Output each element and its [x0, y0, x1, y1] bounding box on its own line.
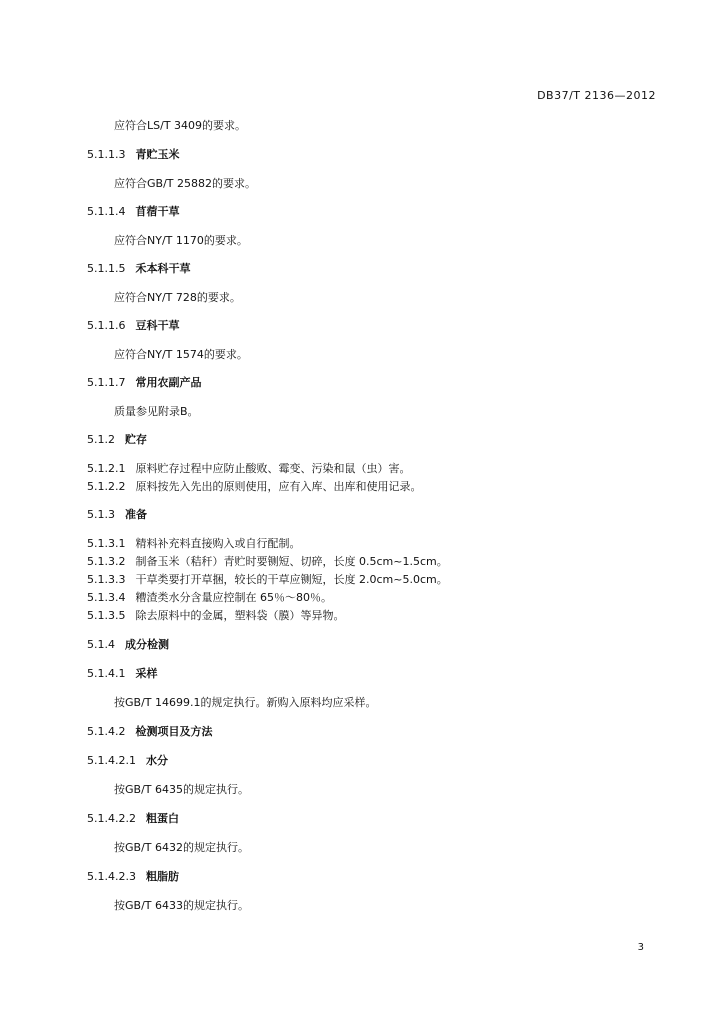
section-heading: 5.1.2 贮存 [87, 433, 147, 446]
paragraph: 应符合LS/T 3409的要求。 [114, 119, 247, 132]
section-heading: 5.1.3 准备 [87, 508, 147, 521]
paragraph: 应符合GB/T 25882的要求。 [114, 177, 256, 190]
list-item: 5.1.3.2 制备玉米（秸秆）青贮时要铡短、切碎，长度 0.5cm~1.5cm。 [87, 555, 448, 568]
paragraph: 应符合NY/T 728的要求。 [114, 291, 241, 304]
section-heading: 5.1.4.2 检测项目及方法 [87, 725, 213, 738]
list-item: 5.1.3.4 糟渣类水分含量应控制在 65％～80％。 [87, 591, 332, 604]
section-heading: 5.1.4.2.2 粗蛋白 [87, 812, 179, 825]
page-number: 3 [637, 942, 644, 953]
list-item: 5.1.3.5 除去原料中的金属，塑料袋（膜）等异物。 [87, 609, 345, 622]
paragraph: 按GB/T 14699.1的规定执行。新购入原料均应采样。 [114, 696, 377, 709]
paragraph: 应符合NY/T 1574的要求。 [114, 348, 248, 361]
paragraph: 按GB/T 6432的规定执行。 [114, 841, 249, 854]
list-item: 5.1.3.1 精料补充料直接购入或自行配制。 [87, 537, 301, 550]
list-item: 5.1.3.3 干草类要打开草捆，较长的干草应铡短，长度 2.0cm~5.0cm。 [87, 573, 448, 586]
section-heading: 5.1.1.4 苜蓿干草 [87, 205, 180, 218]
section-heading: 5.1.4 成分检测 [87, 638, 169, 651]
section-heading: 5.1.4.2.3 粗脂肪 [87, 870, 179, 883]
list-item: 5.1.2.1 原料贮存过程中应防止酸败、霉变、污染和鼠（虫）害。 [87, 462, 411, 475]
list-item: 5.1.2.2 原料按先入先出的原则使用，应有入库、出库和使用记录。 [87, 480, 422, 493]
document-code: DB37/T 2136—2012 [537, 89, 656, 102]
section-heading: 5.1.4.2.1 水分 [87, 754, 168, 767]
section-heading: 5.1.1.7 常用农副产品 [87, 376, 202, 389]
paragraph: 应符合NY/T 1170的要求。 [114, 234, 248, 247]
paragraph: 按GB/T 6433的规定执行。 [114, 899, 249, 912]
section-heading: 5.1.1.6 豆科干草 [87, 319, 180, 332]
section-heading: 5.1.4.1 采样 [87, 667, 158, 680]
section-heading: 5.1.1.3 青贮玉米 [87, 148, 180, 161]
section-heading: 5.1.1.5 禾本科干草 [87, 262, 191, 275]
paragraph: 质量参见附录B。 [114, 405, 199, 418]
paragraph: 按GB/T 6435的规定执行。 [114, 783, 249, 796]
